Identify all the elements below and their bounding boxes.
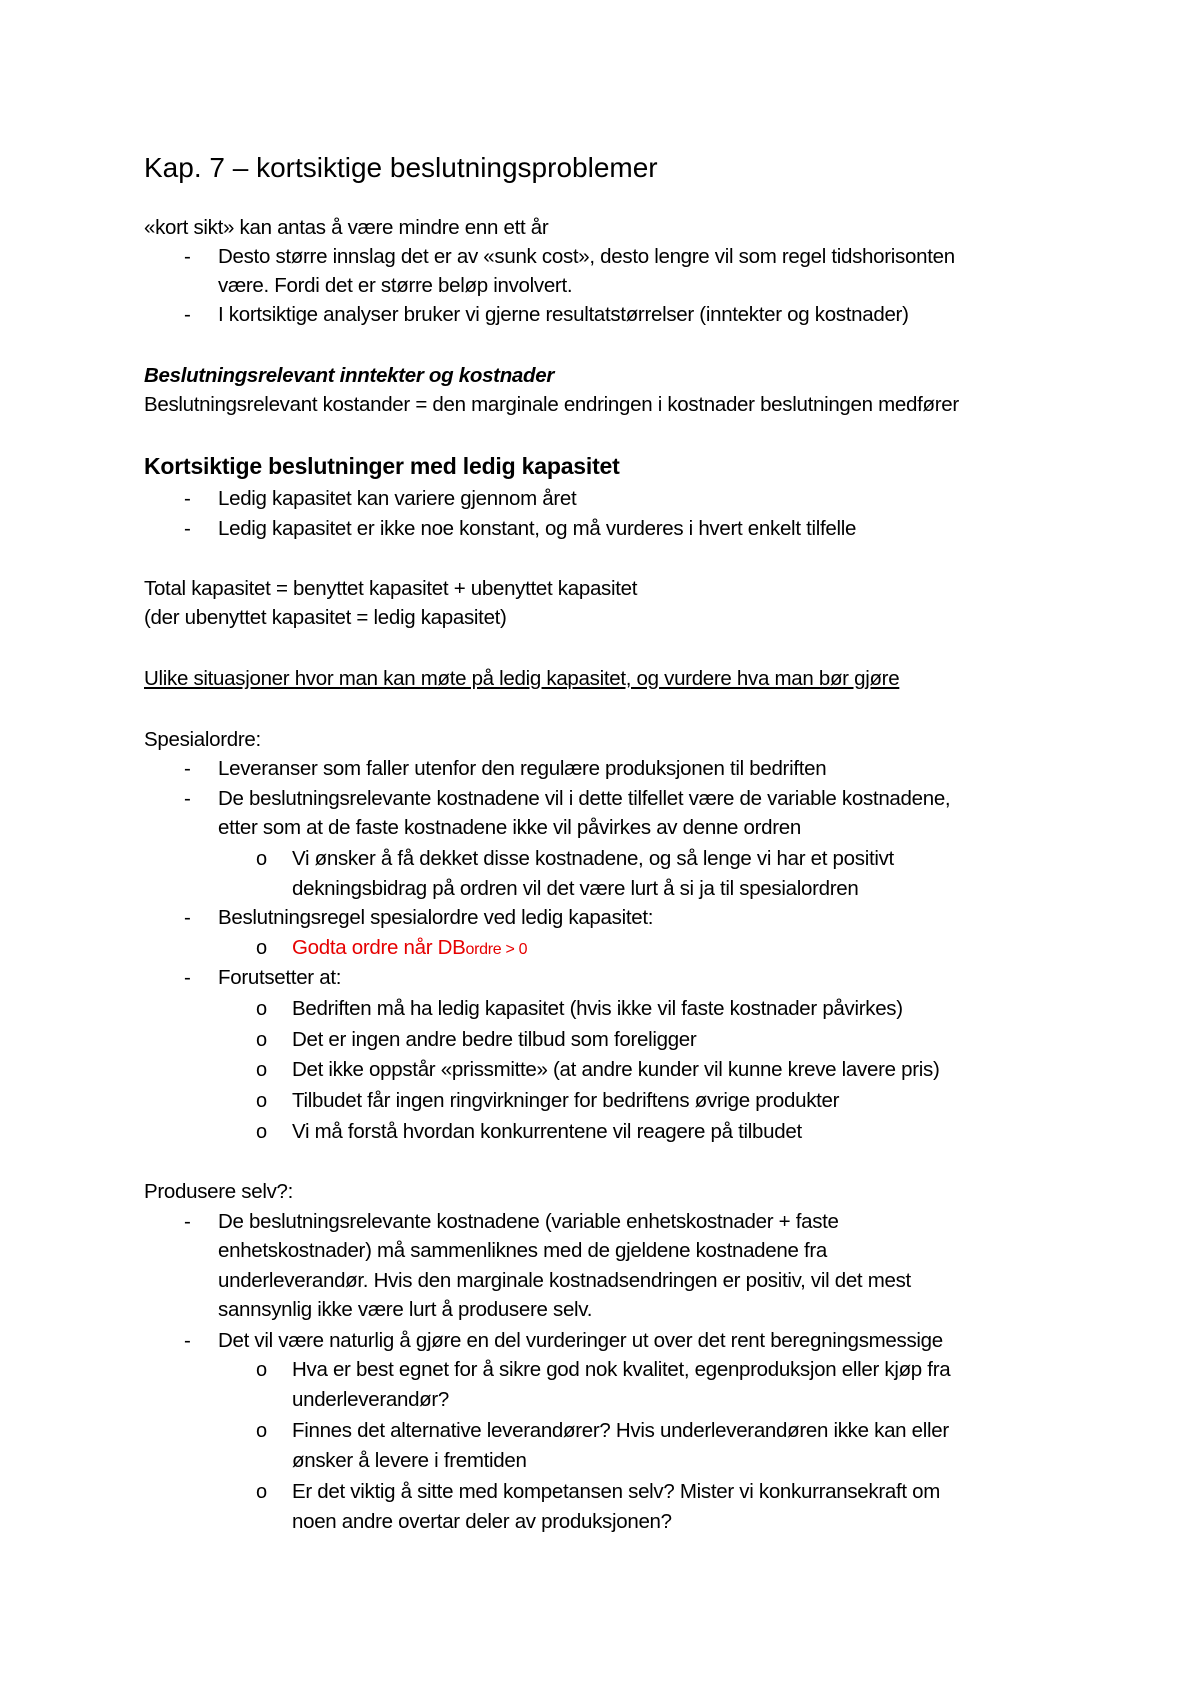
produce-self-bullet-1-cont: underleverandør. Hvis den marginale kostnadsendringen er positiv, vil det mest xyxy=(218,1269,911,1292)
produce-self-sub-3-cont: noen andre overtar deler av produksjonen? xyxy=(292,1510,672,1533)
circle-bullet: o xyxy=(256,1121,268,1143)
special-bullet-2: De beslutningsrelevante kostnadene vil i dette tilfellet være de variable kostnadene, xyxy=(218,787,951,810)
formula-note: (der ubenyttet kapasitet = ledig kapasitet) xyxy=(144,606,507,629)
assumption-2: Det er ingen andre bedre tilbud som foreligger xyxy=(292,1028,697,1051)
circle-bullet: o xyxy=(256,1420,268,1442)
special-bullet-4: Forutsetter at: xyxy=(218,966,342,989)
circle-bullet: o xyxy=(256,1359,268,1381)
intro-bullet-2: I kortsiktige analyser bruker vi gjerne resultatstørrelser (inntekter og kostnader) xyxy=(218,303,909,326)
circle-bullet: o xyxy=(256,937,268,959)
page-title: Kap. 7 – kortsiktige beslutningsproblemer xyxy=(144,152,658,183)
dash-bullet: - xyxy=(184,517,191,540)
produce-self-sub-1: Hva er best egnet for å sikre god nok kvalitet, egenproduksjon eller kjøp fra xyxy=(292,1358,951,1381)
produce-self-bullet-1-cont: enhetskostnader) må sammenliknes med de gjeldene kostnadene fra xyxy=(218,1239,827,1262)
produce-self-sub-1-cont: underleverandør? xyxy=(292,1388,450,1411)
produce-self-bullet-1: De beslutningsrelevante kostnadene (variable enhetskostnader + faste xyxy=(218,1210,839,1233)
relevant-heading: Beslutningsrelevant inntekter og kostnader xyxy=(144,364,555,387)
circle-bullet: o xyxy=(256,1090,268,1112)
dash-bullet: - xyxy=(184,303,191,326)
capacity-bullet-1: Ledig kapasitet kan variere gjennom året xyxy=(218,487,577,510)
produce-self-bullet-2: Det vil være naturlig å gjøre en del vurderinger ut over det rent beregningsmessige xyxy=(218,1329,943,1352)
assumption-1: Bedriften må ha ledig kapasitet (hvis ikke vil faste kostnader påvirkes) xyxy=(292,997,903,1020)
dash-bullet: - xyxy=(184,245,191,268)
intro-bullet-1: Desto større innslag det er av «sunk cost», desto lengre vil som regel tidshorisonten xyxy=(218,245,955,268)
intro-text: «kort sikt» kan antas å være mindre enn ett år xyxy=(144,216,549,239)
situations-heading: Ulike situasjoner hvor man kan møte på ledig kapasitet, og vurdere hva man bør gjøre xyxy=(144,667,900,690)
dash-bullet: - xyxy=(184,1329,191,1352)
circle-bullet: o xyxy=(256,1059,268,1081)
dash-bullet: - xyxy=(184,787,191,810)
circle-bullet: o xyxy=(256,1481,268,1503)
dash-bullet: - xyxy=(184,966,191,989)
relevant-text: Beslutningsrelevant kostander = den marginale endringen i kostnader beslutningen medfører xyxy=(144,393,959,416)
section-heading: Kortsiktige beslutninger med ledig kapasitet xyxy=(144,453,620,479)
assumption-4: Tilbudet får ingen ringvirkninger for bedriftens øvrige produkter xyxy=(292,1089,840,1112)
special-bullet-1: Leveranser som faller utenfor den regulære produksjonen til bedriften xyxy=(218,757,827,780)
produce-self-sub-2: Finnes det alternative leverandører? Hvis underleverandøren ikke kan eller xyxy=(292,1419,949,1442)
special-sub-bullet: Vi ønsker å få dekket disse kostnadene, og så lenge vi har et positivt xyxy=(292,847,894,870)
circle-bullet: o xyxy=(256,1029,268,1051)
assumption-5: Vi må forstå hvordan konkurrentene vil reagere på tilbudet xyxy=(292,1120,802,1143)
dash-bullet: - xyxy=(184,757,191,780)
decision-rule xyxy=(292,934,527,964)
produce-self-bullet-1-cont: sannsynlig ikke være lurt å produsere selv. xyxy=(218,1298,593,1321)
capacity-bullet-2: Ledig kapasitet er ikke noe konstant, og må vurderes i hvert enkelt tilfelle xyxy=(218,517,857,540)
circle-bullet: o xyxy=(256,998,268,1020)
special-bullet-2-cont: etter som at de faste kostnadene ikke vil påvirkes av denne ordren xyxy=(218,816,802,839)
assumption-3: Det ikke oppstår «prissmitte» (at andre kunder vil kunne kreve lavere pris) xyxy=(292,1058,940,1081)
decision-rule-main: Godta ordre når DB xyxy=(292,936,466,959)
special-sub-bullet-cont: dekningsbidrag på ordren vil det være lurt å si ja til spesialordren xyxy=(292,877,859,900)
produce-self-heading: Produsere selv?: xyxy=(144,1180,294,1203)
dash-bullet: - xyxy=(184,487,191,510)
formula-total: Total kapasitet = benyttet kapasitet + ubenyttet kapasitet xyxy=(144,577,638,600)
circle-bullet: o xyxy=(256,848,268,870)
dash-bullet: - xyxy=(184,1210,191,1233)
dash-bullet: - xyxy=(184,906,191,929)
intro-bullet-1-cont: være. Fordi det er større beløp involvert. xyxy=(218,274,573,297)
produce-self-sub-2-cont: ønsker å levere i fremtiden xyxy=(292,1449,527,1472)
special-order-heading: Spesialordre: xyxy=(144,728,261,751)
special-bullet-3: Beslutningsregel spesialordre ved ledig kapasitet: xyxy=(218,906,654,929)
produce-self-sub-3: Er det viktig å sitte med kompetansen selv? Mister vi konkurransekraft om xyxy=(292,1480,941,1503)
decision-rule-subscript: ordre > 0 xyxy=(465,941,528,958)
